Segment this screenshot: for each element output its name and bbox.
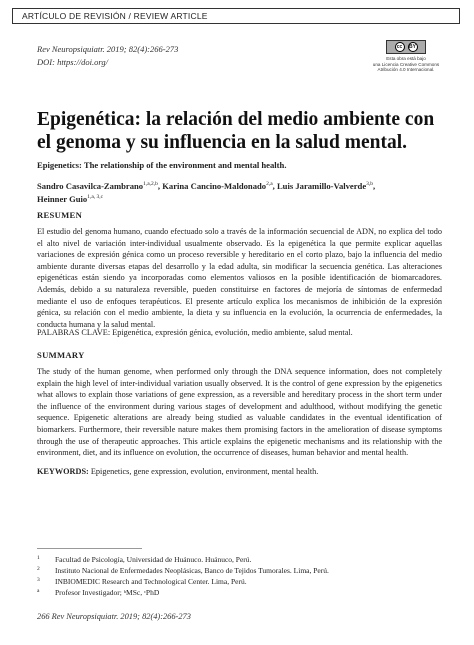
creative-commons-badge[interactable] [386, 40, 426, 54]
keywords-list: Epigenetics, gene expression, evolution, environment, mental health. [88, 467, 319, 476]
author-affiliation: 1,a,2,b [143, 181, 158, 187]
author-name: Sandro Casavilca-Zambrano [37, 180, 144, 191]
journal-citation: Rev Neuropsiquiatr. 2019; 82(4):266-273 [37, 44, 179, 54]
palabras-clave: PALABRAS CLAVE: Epigenética, expresión génica, evolución, medio ambiente, salud mental. [37, 328, 353, 337]
footnotes [37, 554, 329, 598]
resumen-text: El estudio del genoma humano, cuando efectuado solo a través de la información secuencial de ADN, no explica del todo el alto nivel de variación inter-individual usualmente observado. Es la epigenética la que permite explicar aquellas variaciones de expresión génica como un proceso reversible y hereditario en el corto plazo, bajo la influencia del medio ambiente durante diversas etapas del desarrollo y la edad adulta, sin modificar la secuencia genética. Las alteraciones epigenéticas están siendo ya incorporadas como elementos valiosos en la posible identificación de biomarcadores. Además, debido a su naturaleza reversible, pueden constituirse en factores de mejoría de síntomas de enfermedad mediante el uso de enfoques terapéuticos. El presente artículo explica los mecanismos de inhibición de la expresión génica, su relación con el medio ambiente, la dieta y su influencia en la evolución, la ocurrencia de enfermedades, la conducta humana y la salud mental. [37, 227, 442, 329]
cc-icon: cc [395, 42, 405, 52]
footnote: a Profesor Investigador; ᵇMSc, ᶜPhD [37, 588, 160, 597]
article-subtitle: Epigenetics: The relationship of the environment and mental health. [37, 160, 287, 170]
page-footer: 266 Rev Neuropsiquiatr. 2019; 82(4):266-273 [37, 612, 191, 621]
article-title: Epigenética: la relación del medio ambiente con el genoma y su influencia en la salud mental. [37, 109, 435, 153]
resumen-heading: RESUMEN [37, 210, 83, 220]
keywords [37, 467, 318, 476]
author-name: Heinner Guio [37, 194, 88, 205]
citation-block [37, 43, 178, 69]
author-affiliation: 3,b [366, 181, 374, 187]
footnote-divider [37, 548, 142, 549]
footnote: 1 Facultad de Psicología, Universidad de Huánuco. Huánuco, Perú. [37, 555, 252, 564]
author-affiliation: 1,a, 3,c [87, 194, 104, 201]
summary-text: The study of the human genome, when performed only through the DNA sequence information, does not completely explain the high level of inter-individual variation usually observed. It is the control of gene expression by the epigenetics what allows to explain those variations of gene expression, as a reversible and hereditary process in the short term under the influence of the environment during various stages of development and adulthood, without modifying the genetic sequence. Epigenetic alterations are already being studied as valuable candidates in the eventual identification of biomarkers. Furthermore, their reversible nature makes them promising factors in the amelioration of disease symptoms through the use of therapeutic approaches. This article explains the epigenetic mechanisms and its relationship with the environment, diet, and its influence on evolution, the occurrence of diseases, human behavior and mental health. [37, 367, 442, 458]
footnote: 3 INBIOMEDIC Research and Technological Center. Lima, Perú. [37, 577, 247, 586]
attribution-icon: BY [409, 44, 416, 50]
author-name: Karina Cancino-Maldonado [162, 180, 267, 191]
author-list: Sandro Casavilca-Zambrano$^{1,a,2,b}$, Karina Cancino-Maldonado$^{2,a}$, Luis Jaramillo-Valverde$^{3,b}$, Heinner Guio$^{1,a, 3,c}$ [37, 180, 376, 205]
summary-heading: SUMMARY [37, 350, 85, 360]
license-text [370, 56, 442, 73]
author-affiliation: 2,a [266, 181, 273, 187]
license-line: una Licencia Creative Commons [372, 61, 440, 67]
license-block [370, 40, 442, 73]
footnote: 2 Instituto Nacional de Enfermedades Neoplásicas, Banco de Tejidos Tumorales. Lima, Perú. [37, 566, 329, 575]
author-name: Luis Jaramillo-Valverde [276, 180, 367, 191]
license-line: Atribución 4.0 Internacional. [377, 67, 435, 73]
section-banner: ARTÍCULO DE REVISIÓN / REVIEW ARTICLE [12, 8, 460, 24]
doi-link[interactable]: DOI: https://doi.org/ [37, 57, 108, 67]
keywords-label: KEYWORDS: [37, 467, 89, 476]
license-line: Esta obra está bajo [386, 56, 426, 61]
